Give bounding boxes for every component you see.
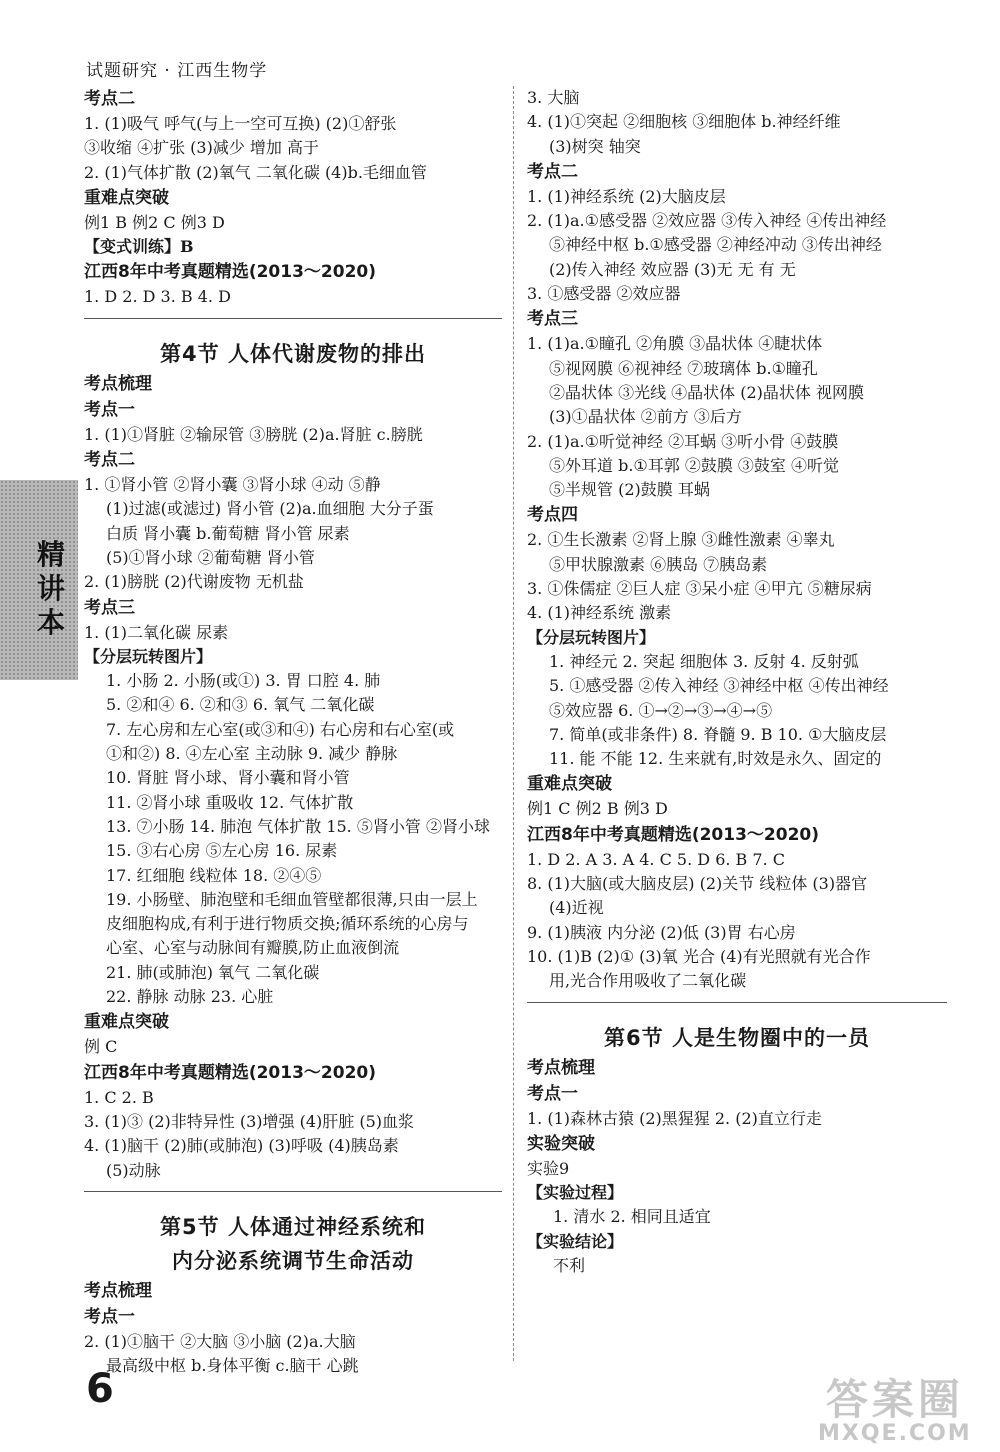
answer-line: 2. (1)a.①感受器 ②效应器 ③传入神经 ④传出神经 xyxy=(527,211,887,231)
answer-line: 4. (1)神经系统 激素 xyxy=(527,603,672,623)
answer-line: 皮细胞构成,有利于进行物质交换;循环系统的心房与 xyxy=(106,914,469,934)
right-column xyxy=(527,86,947,1278)
answer-line: 心室、心室与动脉间有瓣膜,防止血液倒流 xyxy=(106,938,400,958)
answer-line: 最高级中枢 b.身体平衡 c.脑干 心跳 xyxy=(106,1356,359,1376)
subheading: 江西8年中考真题精选(2013～2020) xyxy=(84,262,376,283)
answer-line: 例 C xyxy=(84,1037,118,1057)
answer-line: (4)近视 xyxy=(549,898,604,918)
answer-line: 11. ②肾小球 重吸收 12. 气体扩散 xyxy=(106,792,354,812)
answer-line: ⑤半规管 (2)鼓膜 耳蜗 xyxy=(549,480,710,500)
answer-line: 15. ③右心房 ⑤左心房 16. 尿素 xyxy=(106,841,338,861)
side-tab-label: 精讲本 xyxy=(36,538,65,639)
answer-line: (1)过滤(或滤过) 肾小管 (2)a.血细胞 大分子蛋 xyxy=(106,499,434,519)
answer-line: ①和②) 8. ④左心室 主动脉 9. 减少 静脉 xyxy=(106,744,398,764)
answer-line: 19. 小肠壁、肺泡壁和毛细血管壁都很薄,只由一层上 xyxy=(106,889,478,909)
answer-line: ⑤效应器 6. ①→②→③→④→⑤ xyxy=(549,700,773,720)
answer-line: ⑤视网膜 ⑥视神经 ⑦玻璃体 b.①瞳孔 xyxy=(549,358,818,378)
answer-line: 22. 静脉 动脉 23. 心脏 xyxy=(106,987,274,1007)
answer-line: 实验9 xyxy=(527,1158,570,1178)
answer-line: 21. 肺(或肺泡) 氧气 二氧化碳 xyxy=(106,962,320,982)
subheading: 考点二 xyxy=(84,89,135,109)
answer-line: 4. (1)①突起 ②细胞核 ③细胞体 b.神经纤维 xyxy=(527,112,841,132)
answer-line: 【实验过程】 xyxy=(527,1183,624,1203)
answer-line: 白质 肾小囊 b.葡萄糖 肾小管 尿素 xyxy=(106,523,350,543)
subheading: 实验突破 xyxy=(527,1133,595,1154)
answer-line: 1. (1)①肾脏 ②输尿管 ③膀胱 (2)a.肾脏 c.膀胱 xyxy=(84,424,423,444)
answer-line: 1. (1)a.①瞳孔 ②角膜 ③晶状体 ④睫状体 xyxy=(527,334,823,354)
answer-line: 1. (1)吸气 呼气(与上一空可互换) (2)①舒张 xyxy=(84,114,397,133)
answer-line: 例1 C 例2 B 例3 D xyxy=(527,799,668,819)
answer-line: (5)动脉 xyxy=(106,1160,161,1180)
subheading: 考点三 xyxy=(527,309,578,330)
answer-line: 1. C 2. B xyxy=(84,1087,154,1107)
subheading: 考点一 xyxy=(84,399,135,420)
answer-line: 1. 神经元 2. 突起 细胞体 3. 反射 4. 反射弧 xyxy=(549,651,859,671)
column-divider xyxy=(513,86,514,1361)
subheading: 考点四 xyxy=(527,505,578,526)
section-title: 第6节 人是生物圈中的一员 xyxy=(604,1025,870,1050)
answer-line: ⑤外耳道 b.①耳郭 ②鼓膜 ③鼓室 ④听觉 xyxy=(549,455,840,475)
subheading: 重难点突破 xyxy=(84,1012,169,1033)
answer-line: 7. 左心房和左心室(或③和④) 右心房和右心室(或 xyxy=(106,719,455,739)
answer-line: 8. (1)大脑(或大脑皮层) (2)关节 线粒体 (3)器官 xyxy=(527,874,868,894)
section-title: 内分泌系统调节生命活动 xyxy=(172,1248,414,1273)
section-rule xyxy=(84,1191,502,1192)
running-header: 试题研究 · 江西生物学 xyxy=(86,61,268,81)
answer-line: 11. 能 不能 12. 生来就有,时效是永久、固定的 xyxy=(549,749,882,769)
subheading: 考点一 xyxy=(84,1306,135,1327)
answer-line: (2)传入神经 效应器 (3)无 无 有 无 xyxy=(549,259,796,279)
answer-line: 3. ①感受器 ②效应器 xyxy=(527,284,681,304)
answer-line: 5. ②和④ 6. ②和③ 6. 氧气 二氧化碳 xyxy=(106,695,375,715)
answer-line: 2. (1)气体扩散 (2)氧气 二氧化碳 (4)b.毛细血管 xyxy=(84,162,427,182)
answer-line: (3)①晶状体 ②前方 ③后方 xyxy=(549,407,742,427)
subheading: 考点梳理 xyxy=(84,373,152,394)
subheading: 考点梳理 xyxy=(527,1057,595,1078)
watermark-url: MXQE.COM xyxy=(818,1421,972,1446)
answer-line: 3. 大脑 xyxy=(527,88,580,107)
answer-line: 2. ①生长激素 ②肾上腺 ③雌性激素 ④睾丸 xyxy=(527,530,835,550)
answer-line: 不利 xyxy=(553,1255,586,1275)
answer-line: 10. (1)B (2)① (3)氧 光合 (4)有光照就有光合作 xyxy=(527,946,871,966)
answer-line: 1. (1)神经系统 (2)大脑皮层 xyxy=(527,186,726,206)
answer-line: 3. ①侏儒症 ②巨人症 ③呆小症 ④甲亢 ⑤糖尿病 xyxy=(527,579,872,599)
subheading: 重难点突破 xyxy=(527,774,612,795)
page-number: 6 xyxy=(86,1366,114,1412)
subheading: 江西8年中考真题精选(2013～2020) xyxy=(84,1062,376,1083)
answer-line: 例1 B 例2 C 例3 D xyxy=(84,212,225,232)
answer-line: 用,光合作用吸收了二氧化碳 xyxy=(549,971,747,991)
answer-line: 1. (1)二氧化碳 尿素 xyxy=(84,622,229,642)
answer-line: 2. (1)a.①听觉神经 ②耳蜗 ③听小骨 ④鼓膜 xyxy=(527,431,839,451)
answer-line: ⑤甲状腺激素 ⑥胰岛 ⑦胰岛素 xyxy=(549,554,768,574)
subheading: 考点梳理 xyxy=(84,1280,152,1301)
answer-line: (5)①肾小球 ②葡萄糖 肾小管 xyxy=(106,547,315,567)
answer-line: 3. (1)③ (2)非特异性 (3)增强 (4)肝脏 (5)血浆 xyxy=(84,1111,415,1131)
answer-line: 1. ①肾小管 ②肾小囊 ③肾小球 ④动 ⑤静 xyxy=(84,475,381,495)
answer-line: 【实验结论】 xyxy=(527,1231,624,1251)
section-rule xyxy=(84,318,502,319)
left-column xyxy=(84,86,502,1378)
watermark-main: 答案圈 xyxy=(825,1375,964,1424)
answer-line: 13. ⑦小肠 14. 肺泡 气体扩散 15. ⑤肾小管 ②肾小球 xyxy=(106,816,490,836)
answer-line: (3)树突 轴突 xyxy=(549,136,641,156)
answer-line: 1. (1)森林古猿 (2)黑猩猩 2. (2)直立行走 xyxy=(527,1108,822,1128)
answer-line: 7. 简单(或非条件) 8. 脊髓 9. B 10. ①大脑皮层 xyxy=(549,724,887,744)
answer-line: 17. 红细胞 线粒体 18. ②④⑤ xyxy=(106,865,322,885)
answer-line: 【分层玩转图片】 xyxy=(84,646,213,666)
subheading: 考点三 xyxy=(84,597,135,618)
answer-line: 1. D 2. D 3. B 4. D xyxy=(84,287,231,307)
watermark-logo xyxy=(818,1375,972,1446)
subheading: 江西8年中考真题精选(2013～2020) xyxy=(527,824,819,845)
answer-line: 9. (1)胰液 内分泌 (2)低 (3)胃 右心房 xyxy=(527,922,796,942)
answer-line: 2. (1)膀胱 (2)代谢废物 无机盐 xyxy=(84,572,304,592)
section-title: 第5节 人体通过神经系统和 xyxy=(160,1214,426,1239)
answer-line: ③收缩 ④扩张 (3)减少 增加 高于 xyxy=(84,138,320,158)
answer-line: 2. (1)①脑干 ②大脑 ③小脑 (2)a.大脑 xyxy=(84,1331,356,1351)
subheading: 重难点突破 xyxy=(84,187,169,208)
answer-line: 【分层玩转图片】 xyxy=(527,627,656,647)
subheading: 考点二 xyxy=(527,161,578,182)
answer-line: 4. (1)脑干 (2)肺(或肺泡) (3)呼吸 (4)胰岛素 xyxy=(84,1136,399,1156)
answer-line: 1. 清水 2. 相同且适宜 xyxy=(553,1207,711,1227)
section-rule xyxy=(527,1002,947,1003)
answer-line: 1. 小肠 2. 小肠(或①) 3. 胃 口腔 4. 肺 xyxy=(106,671,381,691)
answer-line: 5. ①感受器 ②传入神经 ③神经中枢 ④传出神经 xyxy=(549,676,889,696)
answer-line: ②晶状体 ③光线 ④晶状体 (2)晶状体 视网膜 xyxy=(549,382,865,402)
answer-line: 【变式训练】B xyxy=(84,237,194,257)
answer-line: ⑤神经中枢 b.①感受器 ②神经冲动 ③传出神经 xyxy=(549,235,882,255)
section-title: 第4节 人体代谢废物的排出 xyxy=(160,341,426,366)
subheading: 考点一 xyxy=(527,1083,578,1104)
answer-line: 10. 肾脏 肾小球、肾小囊和肾小管 xyxy=(106,768,350,788)
answer-line: 1. D 2. A 3. A 4. C 5. D 6. B 7. C xyxy=(527,849,785,869)
subheading: 考点二 xyxy=(84,450,135,471)
